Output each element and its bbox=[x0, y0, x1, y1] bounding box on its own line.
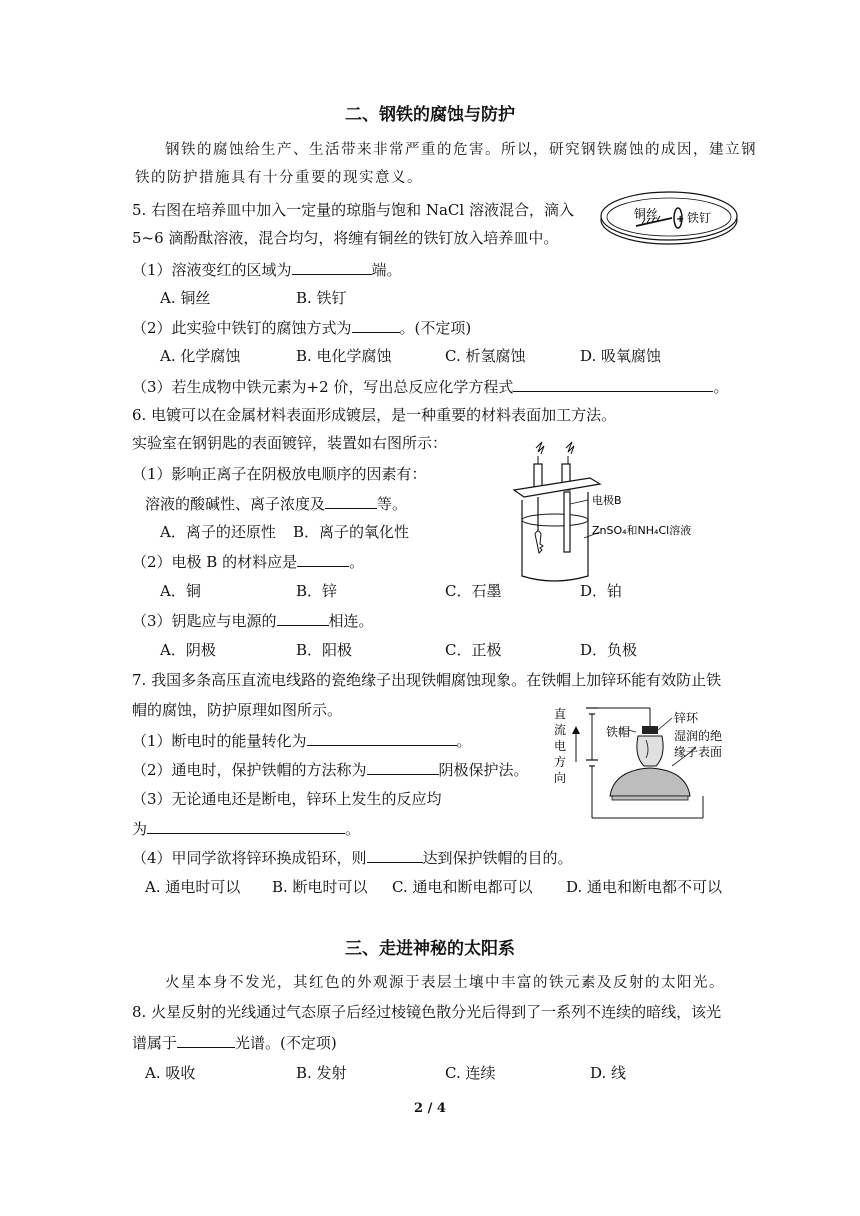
q7-part-4-option-c[interactable]: C. 通电和断电都可以 bbox=[392, 878, 533, 896]
q6-part-2-blank[interactable] bbox=[297, 550, 349, 567]
q5-part-1-option-a[interactable]: A. 铜丝 bbox=[160, 289, 211, 307]
direction-char-5: 向 bbox=[554, 771, 567, 785]
section-2-title: 二、钢铁的腐蚀与防护 bbox=[345, 105, 515, 125]
q5-part-3 bbox=[132, 375, 728, 398]
q6-part-1-blank[interactable] bbox=[325, 492, 377, 509]
q5-part-2-option-d[interactable]: D. 吸氧腐蚀 bbox=[580, 347, 662, 365]
q6-part-3-option-a[interactable]: A．阴极 bbox=[160, 641, 216, 659]
q6-part-3-option-b[interactable]: B．阳极 bbox=[296, 641, 353, 659]
q6-part-1-prompt: 溶液的酸碱性、离子浓度及 bbox=[145, 495, 326, 513]
q7-part-2-blank[interactable] bbox=[367, 758, 439, 775]
solution-label: ZnSO₄和NH₄Cl溶液 bbox=[592, 524, 692, 537]
q7-part-1-prompt: （1）断电时的能量转化为 bbox=[132, 732, 307, 750]
q6-part-1-line-1: （1）影响正离子在阴极放电顺序的因素有： bbox=[132, 465, 427, 483]
q5-stem-line-1: 5. 右图在培养皿中加入一定量的琼脂与饱和 NaCl 溶液混合，滴入 bbox=[132, 201, 574, 219]
iron-cap-label: 铁帽 bbox=[606, 725, 631, 739]
direction-char-3: 电 bbox=[554, 739, 567, 753]
direction-char-2: 流 bbox=[554, 723, 567, 737]
q7-part-2 bbox=[132, 758, 529, 781]
q6-part-1-option-b[interactable]: B．离子的氧化性 bbox=[293, 523, 410, 541]
q6-part-3 bbox=[132, 609, 374, 632]
q5-part-2-suffix: 。(不定项) bbox=[399, 319, 472, 337]
svg-text:+: + bbox=[676, 214, 685, 225]
q5-part-1-prompt: （1）溶液变红的区域为 bbox=[132, 261, 292, 279]
q7-part-3-prompt: 为 bbox=[132, 820, 148, 838]
q6-part-3-blank[interactable] bbox=[277, 609, 329, 626]
q5-part-3-suffix: 。 bbox=[713, 378, 729, 396]
q5-part-2-prompt: （2）此实验中铁钉的腐蚀方式为 bbox=[132, 319, 352, 337]
q7-part-2-prompt: （2）通电时，保护铁帽的方法称为 bbox=[132, 761, 367, 779]
q8-option-d[interactable]: D. 线 bbox=[590, 1064, 627, 1082]
q8-prompt: 谱属于 bbox=[132, 1034, 178, 1052]
q7-part-1-blank[interactable] bbox=[307, 729, 457, 746]
q5-part-1 bbox=[132, 258, 402, 281]
q8-blank[interactable] bbox=[177, 1031, 235, 1048]
q7-stem-line-1: 7. 我国多条高压直流电线路的瓷绝缘子出现铁帽腐蚀现象。在铁帽上加锌环能有效防止铁 bbox=[132, 671, 722, 689]
q8-stem-line-2 bbox=[132, 1031, 337, 1054]
q7-part-3-blank[interactable] bbox=[147, 817, 345, 834]
q7-part-4-option-a[interactable]: A. 通电时可以 bbox=[145, 878, 241, 896]
q6-part-2-prompt: （2）电极 B 的材料应是 bbox=[132, 553, 298, 571]
q8-option-b[interactable]: B. 发射 bbox=[296, 1064, 347, 1082]
q7-part-4-blank[interactable] bbox=[367, 846, 423, 863]
electroplating-figure bbox=[508, 440, 708, 594]
q8-suffix: 光谱。(不定项) bbox=[235, 1034, 337, 1052]
q7-part-3-line-2 bbox=[132, 817, 360, 840]
q6-part-2-option-a[interactable]: A．铜 bbox=[160, 582, 201, 600]
q6-part-3-option-d[interactable]: D．负极 bbox=[580, 641, 638, 659]
direction-char-1: 直 bbox=[554, 707, 567, 721]
q6-part-3-suffix: 相连。 bbox=[328, 612, 374, 630]
surface-label-line-1: 湿润的绝 bbox=[674, 729, 723, 743]
q5-part-2-option-c[interactable]: C. 析氢腐蚀 bbox=[445, 347, 526, 365]
q8-option-a[interactable]: A. 吸收 bbox=[145, 1064, 196, 1082]
section-2-intro-line-2: 铁的防护措施具有十分重要的现实意义。 bbox=[135, 170, 423, 186]
q6-part-2-option-b[interactable]: B．锌 bbox=[296, 582, 338, 600]
q6-part-3-option-c[interactable]: C．正极 bbox=[445, 641, 502, 659]
q6-part-2-option-d[interactable]: D．铂 bbox=[580, 582, 623, 600]
zinc-ring-label: 锌环 bbox=[674, 711, 699, 725]
q6-part-3-prompt: （3）钥匙应与电源的 bbox=[132, 612, 277, 630]
q7-part-4-option-b[interactable]: B. 断电时可以 bbox=[272, 878, 368, 896]
direction-char-4: 方 bbox=[554, 755, 567, 769]
electrode-b-label: 电极B bbox=[592, 494, 622, 507]
copper-wire-label: 铜丝 bbox=[634, 207, 659, 221]
q6-part-1-line-2 bbox=[145, 492, 407, 515]
q5-part-1-option-b[interactable]: B. 铁钉 bbox=[296, 289, 347, 307]
q6-stem-line-1: 6. 电镀可以在金属材料表面形成镀层，是一种重要的材料表面加工方法。 bbox=[132, 406, 617, 424]
q6-part-2 bbox=[132, 550, 364, 573]
section-2-intro-line-1: 钢铁的腐蚀给生产、生活带来非常严重的危害。所以，研究钢铁腐蚀的成因，建立钢 bbox=[165, 142, 757, 158]
q6-part-1-option-a[interactable]: A．离子的还原性 bbox=[160, 523, 276, 541]
section-3-intro: 火星本身不发光，其红色的外观源于表层土壤中丰富的铁元素及反射的太阳光。 bbox=[165, 975, 725, 991]
q7-part-4 bbox=[132, 846, 573, 869]
q5-part-3-blank[interactable] bbox=[513, 375, 713, 392]
q7-part-3-line-1: （3）无论通电还是断电，锌环上发生的反应均 bbox=[132, 790, 442, 808]
insulator-figure bbox=[548, 700, 778, 829]
page-number: 2 / 4 bbox=[414, 1101, 446, 1116]
q6-part-1-suffix: 等。 bbox=[377, 495, 408, 513]
q8-stem-line-1: 8. 火星反射的光线通过气态原子后经过棱镜色散分光后得到了一系列不连续的暗线，该光 bbox=[132, 1003, 722, 1021]
iron-nail-label: 铁钉 bbox=[687, 211, 712, 225]
q7-part-4-prompt: （4）甲同学欲将锌环换成铅环，则 bbox=[132, 849, 367, 867]
q5-part-2 bbox=[132, 316, 471, 339]
q7-part-4-option-d[interactable]: D. 通电和断电都不可以 bbox=[566, 878, 723, 896]
q7-part-4-suffix: 达到保护铁帽的目的。 bbox=[422, 849, 573, 867]
section-3-title: 三、走进神秘的太阳系 bbox=[345, 939, 515, 959]
q6-part-2-option-c[interactable]: C．石墨 bbox=[445, 582, 502, 600]
q7-part-1-suffix: 。 bbox=[456, 732, 472, 750]
q6-stem-line-2: 实验室在钢钥匙的表面镀锌，装置如右图所示： bbox=[132, 434, 448, 452]
q6-part-2-suffix: 。 bbox=[349, 553, 365, 571]
petri-dish-figure bbox=[598, 188, 740, 252]
q5-part-1-blank[interactable] bbox=[292, 258, 372, 275]
q5-part-2-blank[interactable] bbox=[352, 316, 400, 333]
q5-part-2-option-a[interactable]: A. 化学腐蚀 bbox=[160, 347, 241, 365]
q8-option-c[interactable]: C. 连续 bbox=[445, 1064, 496, 1082]
q5-stem-line-2: 5~6 滴酚酞溶液，混合均匀，将缠有铜丝的铁钉放入培养皿中。 bbox=[132, 229, 559, 247]
q7-part-1 bbox=[132, 729, 472, 752]
q7-part-3-suffix: 。 bbox=[345, 820, 361, 838]
q7-stem-line-2: 帽的腐蚀，防护原理如图所示。 bbox=[132, 701, 343, 719]
q7-part-2-suffix: 阴极保护法。 bbox=[438, 761, 529, 779]
q5-part-2-option-b[interactable]: B. 电化学腐蚀 bbox=[296, 347, 392, 365]
surface-label-line-2: 缘子表面 bbox=[674, 745, 723, 759]
q5-part-1-suffix: 端。 bbox=[371, 261, 402, 279]
q5-part-3-prompt: （3）若生成物中铁元素为+2 价，写出总反应化学方程式 bbox=[132, 378, 514, 396]
